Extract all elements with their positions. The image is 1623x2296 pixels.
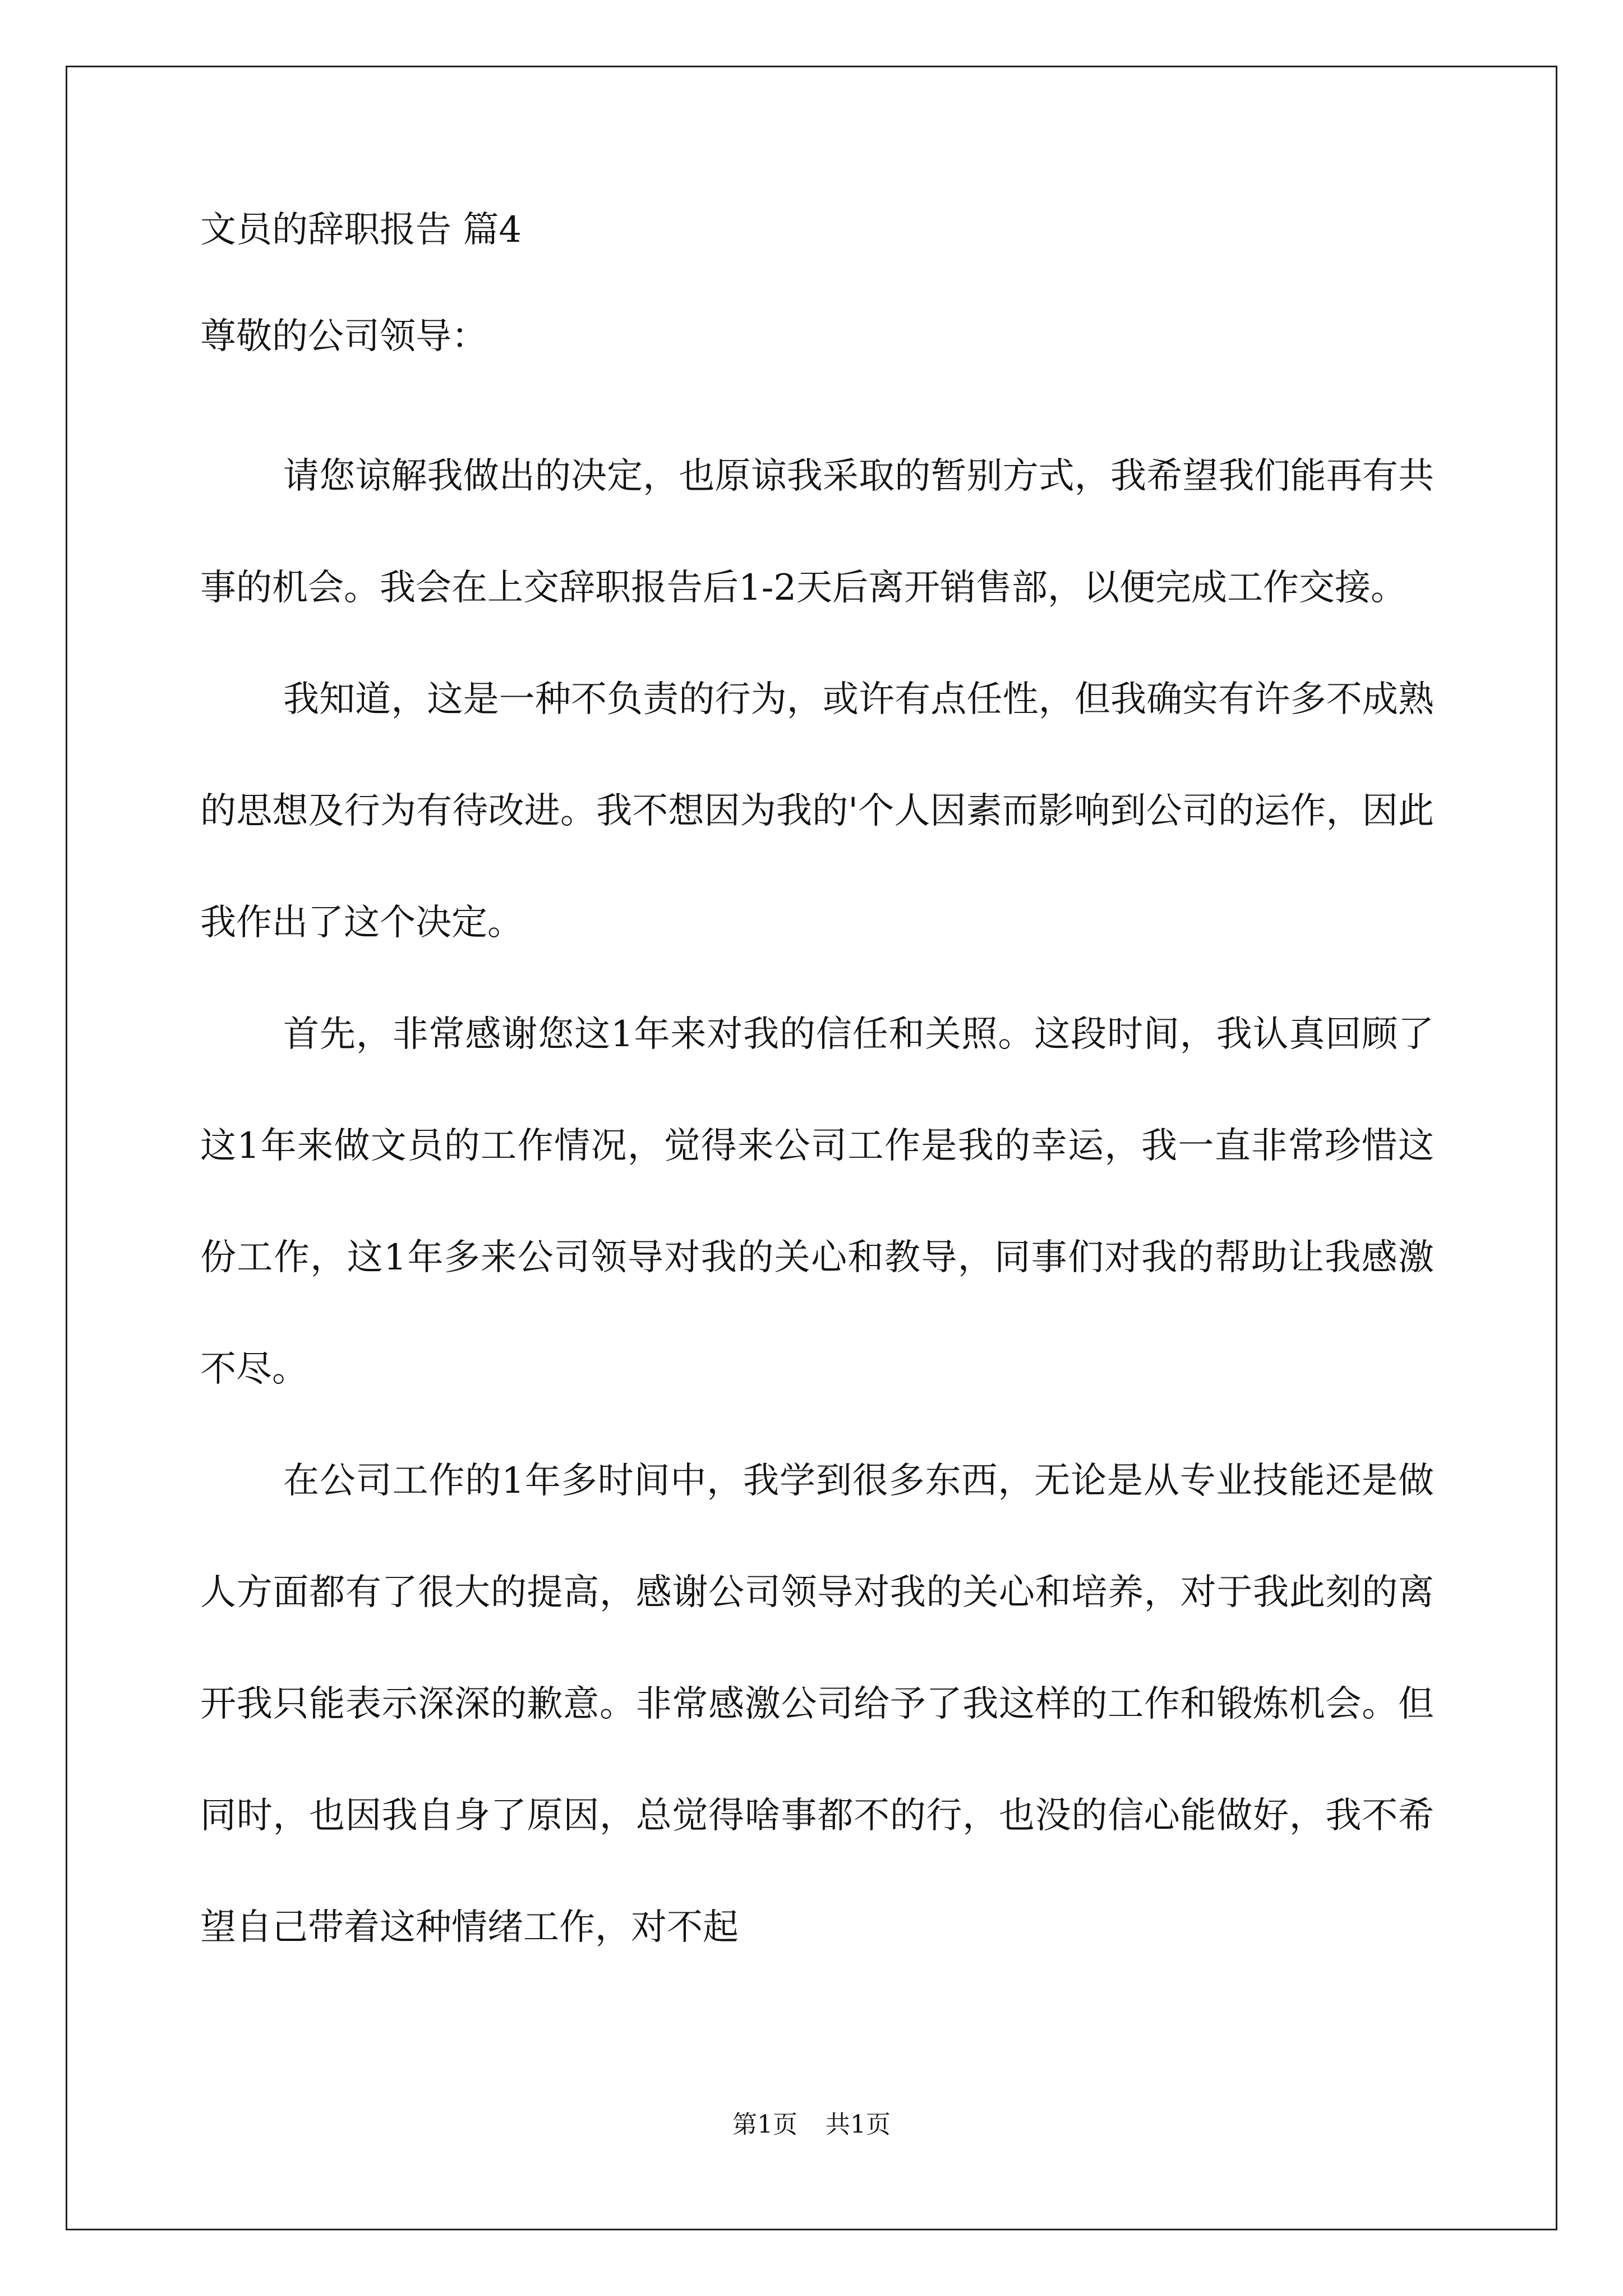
page-number: 第1页 (732, 2110, 797, 2139)
salutation: 尊敬的公司领导： (200, 316, 487, 357)
document-title: 文员的辞职报告 篇4 (200, 209, 522, 251)
document-body (200, 208, 1434, 1984)
paragraph-2: 我知道，这是一种不负责的行为，或许有点任性，但我确实有许多不成熟的思想及行为有待改进。我不想因为我的'个人因素而影响到公司的运作，因此我作出了这个决定。 (200, 679, 1434, 944)
paragraph-4: 在公司工作的1年多时间中，我学到很多东西，无论是从专业技能还是做人方面都有了很大的提高，感谢公司领导对我的关心和培养，对于我此刻的离开我只能表示深深的歉意。非常感激公司给予了我这样的工作和锻炼机会。但同时，也因我自身了原因，总觉得啥事都不的行，也没的信心能做好，我不希望自己带着这种情绪工作，对不起 (200, 1460, 1434, 1948)
page-total: 共1页 (826, 2110, 891, 2139)
paragraph-3: 首先，非常感谢您这1年来对我的信任和关照。这段时间，我认真回顾了这1年来做文员的工作情况，觉得来公司工作是我的幸运，我一直非常珍惜这份工作，这1年多来公司领导对我的关心和教导，同事们对我的帮助让我感激不尽。 (200, 1014, 1434, 1390)
paragraph-1: 请您谅解我做出的决定，也原谅我采取的暂别方式，我希望我们能再有共事的机会。我会在上交辞职报告后1-2天后离开销售部，以便完成工作交接。 (200, 455, 1434, 609)
page-footer (0, 2109, 1623, 2141)
